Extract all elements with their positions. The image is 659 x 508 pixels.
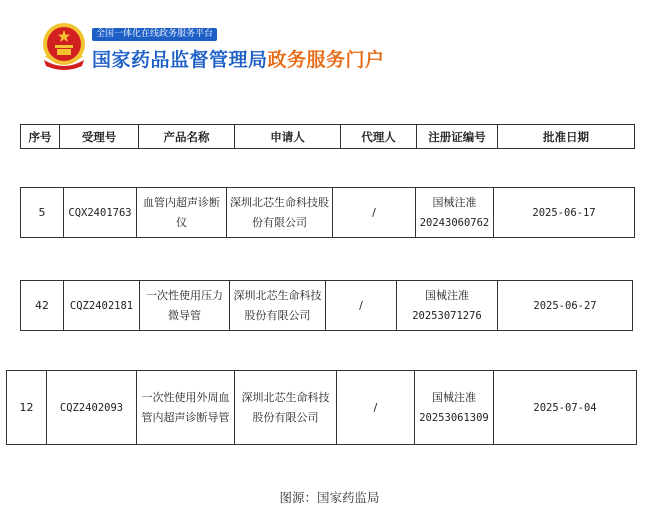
cell-agent: / [333, 188, 416, 238]
reg-no-number: 20253071276 [412, 309, 482, 322]
cell-approval-date: 2025-07-04 [494, 371, 637, 445]
platform-tagline: 全国一体化在线政务服务平台 [92, 28, 217, 41]
column-header-table [20, 124, 635, 149]
cell-reg-no [397, 281, 498, 331]
cell-agent: / [337, 371, 415, 445]
cell-reg-no [416, 188, 494, 238]
table-row [21, 188, 635, 238]
reg-no-prefix: 国械注准 [432, 390, 476, 404]
national-emblem-icon [38, 20, 90, 72]
header-applicant: 申请人 [235, 125, 341, 149]
portal-title-portal: 政务服务门户 [267, 49, 385, 71]
cell-seq: 12 [7, 371, 47, 445]
table-row [21, 281, 633, 331]
cell-reg-no [415, 371, 494, 445]
record-table [6, 370, 637, 445]
header-accept-no: 受理号 [60, 125, 139, 149]
cell-product-name: 一次性使用外周血管内超声诊断导管 [137, 371, 235, 445]
header-product-name: 产品名称 [139, 125, 235, 149]
cell-applicant: 深圳北芯生命科技股份有限公司 [227, 188, 333, 238]
cell-approval-date: 2025-06-17 [494, 188, 635, 238]
cell-applicant: 深圳北芯生命科技股份有限公司 [235, 371, 337, 445]
cell-product-name: 血管内超声诊断仪 [137, 188, 227, 238]
cell-agent: / [326, 281, 397, 331]
reg-no-number: 20253061309 [419, 411, 489, 424]
cell-accept-no: CQZ2402181 [64, 281, 140, 331]
site-header [0, 0, 659, 90]
cell-applicant: 深圳北芯生命科技股份有限公司 [230, 281, 326, 331]
record-table [20, 280, 633, 331]
cell-accept-no: CQX2401763 [64, 188, 137, 238]
cell-product-name: 一次性使用压力微导管 [140, 281, 230, 331]
record-table [20, 187, 635, 238]
table-row [7, 371, 637, 445]
cell-accept-no: CQZ2402093 [47, 371, 137, 445]
header-seq: 序号 [21, 125, 60, 149]
header-approval-date: 批准日期 [498, 125, 635, 149]
header-agent: 代理人 [341, 125, 417, 149]
cell-seq: 5 [21, 188, 64, 238]
reg-no-number: 20243060762 [419, 216, 490, 229]
cell-seq: 42 [21, 281, 64, 331]
header-reg-no: 注册证编号 [417, 125, 498, 149]
reg-no-prefix: 国械注准 [425, 288, 469, 302]
image-source-caption: 图源：国家药监局 [279, 490, 380, 505]
portal-title-agency: 国家药品监督管理局 [92, 49, 268, 71]
reg-no-prefix: 国械注准 [432, 195, 477, 209]
cell-approval-date: 2025-06-27 [498, 281, 633, 331]
portal-title[interactable] [92, 45, 385, 72]
